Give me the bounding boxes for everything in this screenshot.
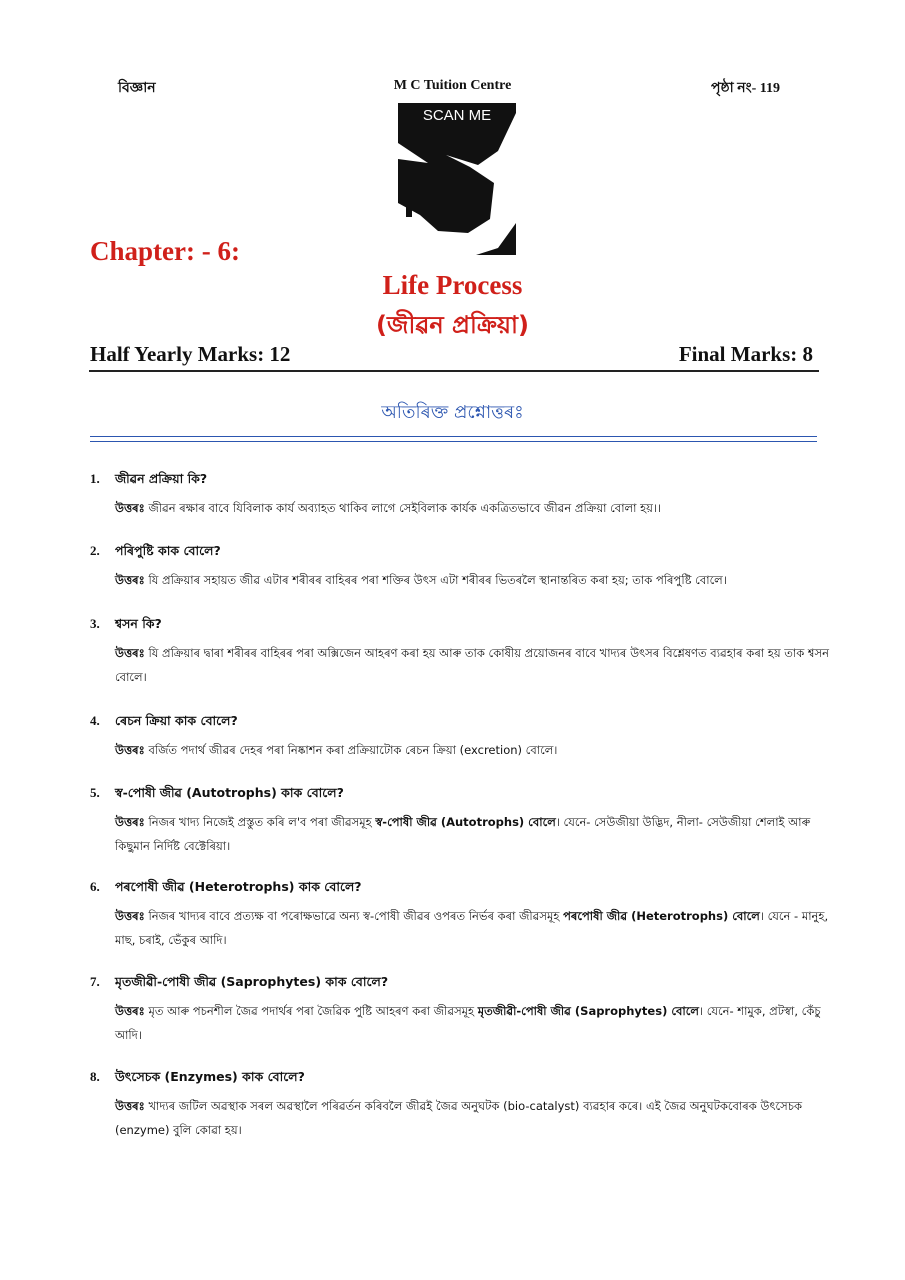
question (90, 784, 830, 802)
qa-item-2 (90, 542, 830, 592)
question-number: 5. (90, 785, 100, 800)
answer-text: নিজৰ খাদ্য নিজেই প্ৰস্তুত কৰি ল'ব পৰা জীৱসমূহ (148, 815, 372, 829)
answer (115, 999, 830, 1047)
question-text: মৃতজীৱী-পোষী জীৱ (Saprophytes) কাক বোলে? (115, 974, 389, 989)
answer-text: খাদ্যৰ জটিল অৱস্থাক সৰল অৱস্থালৈ পৰিৱৰ্তন কৰিবলৈ জীৱই জৈৱ অনুঘটক (bio-catalyst) ব্যৱহাৰ কৰে। এই জৈৱ অনুঘটকবোৰক উৎসেচক (enzyme) বুলি কোৱা হয়। (115, 1099, 803, 1137)
answer-prefix: উত্তৰঃ (115, 815, 145, 829)
question (90, 973, 830, 991)
qa-item-4 (90, 712, 830, 762)
question (90, 878, 830, 896)
answer (115, 810, 830, 858)
half-yearly-marks: Half Yearly Marks: 12 (90, 342, 291, 366)
question (90, 1068, 830, 1086)
qa-item-8 (90, 1068, 830, 1142)
answer-prefix: উত্তৰঃ (115, 573, 145, 587)
qa-item-6 (90, 878, 830, 952)
answer-prefix: উত্তৰঃ (115, 646, 145, 660)
answer (115, 738, 830, 762)
question (90, 542, 830, 560)
question-number: 7. (90, 974, 100, 989)
answer-text: বৰ্জিত পদাৰ্থ জীৱৰ দেহৰ পৰা নিষ্কাশন কৰা প্ৰক্ৰিয়াটোক ৰেচন ক্ৰিয়া (excretion) বোলে। (148, 743, 558, 757)
answer (115, 568, 830, 592)
subject-label: বিজ্ঞান (118, 81, 156, 96)
answer-text: যি প্ৰক্ৰিয়াৰ সহায়ত জীৱ এটাৰ শৰীৰৰ বাহিৰৰ পৰা শক্তিৰ উৎস এটা শৰীৰৰ ভিতৰলৈ স্থানান্তৰিত কৰা হয়; তাক পৰিপুষ্টি বোলে। (148, 573, 727, 587)
qa-item-3 (90, 615, 830, 689)
question-text: স্ব-পোষী জীৱ (Autotrophs) কাক বোলে? (115, 785, 344, 800)
page-number: পৃষ্ঠা নং- 119 (711, 81, 780, 96)
answer-prefix: উত্তৰঃ (115, 1004, 145, 1018)
question-number: 2. (90, 543, 100, 558)
question-number: 8. (90, 1069, 100, 1084)
qr-code-image[interactable] (398, 103, 516, 255)
centre-name: M C Tuition Centre (393, 78, 512, 93)
answer-text: জীৱন ৰক্ষাৰ বাবে যিবিলাক কাৰ্য অব্যাহত থাকিব লাগে সেইবিলাক কাৰ্যক একত্ৰিতভাবে জীৱন প্ৰক্ৰিয়া বোলা হয়।। (148, 501, 662, 515)
chapter-number: Chapter: - 6: (90, 236, 240, 266)
qr-graphic (398, 103, 516, 255)
answer-prefix: উত্তৰঃ (115, 501, 145, 515)
question (90, 712, 830, 730)
scan-me-label: SCAN ME (422, 107, 492, 124)
divider (89, 370, 819, 372)
question-number: 3. (90, 616, 100, 631)
answer-bold-term: স্ব-পোষী জীৱ (Autotrophs) বোলে (375, 815, 556, 829)
answer (115, 1094, 830, 1142)
section-title: অতিৰিক্ত প্ৰশ্নোত্তৰঃ (381, 402, 524, 423)
final-marks: Final Marks: 8 (678, 342, 813, 366)
answer-text: নিজৰ খাদ্যৰ বাবে প্ৰত্যক্ষ বা পৰোক্ষভাৱে অন্য স্ব-পোষী জীৱৰ ওপৰত নিৰ্ভৰ কৰা জীৱসমূহ (148, 909, 560, 923)
answer-text-end: । যেনে- শামুক, প্ৰটস্বা, কেঁচু আদি। (115, 1004, 821, 1042)
question-text: উৎসেচক (Enzymes) কাক বোলে? (115, 1069, 305, 1084)
answer-text: মৃত আৰু পচনশীল জৈৱ পদাৰ্থৰ পৰা জৈৱিক পুষ্টি আহৰণ কৰা জীৱসমূহ (148, 1004, 475, 1018)
answer-prefix: উত্তৰঃ (115, 743, 145, 757)
answer-text-end: । যেনে - মানুহ, মাছ, চৰাই, ভেঁকুৰ আদি। (115, 909, 829, 947)
answer-bold-term: মৃতজীৱী-পোষী জীৱ (Saprophytes) বোলে (477, 1004, 699, 1018)
question-text: ৰেচন ক্ৰিয়া কাক বোলে? (115, 713, 238, 728)
question-number: 6. (90, 879, 100, 894)
question-number: 4. (90, 713, 100, 728)
answer-prefix: উত্তৰঃ (115, 1099, 145, 1113)
answer-text: যি প্ৰক্ৰিয়াৰ দ্বাৰা শৰীৰৰ বাহিৰৰ পৰা অক্সিজেন আহৰণ কৰা হয় আৰু তাক কোষীয় প্ৰয়োজনৰ বাবে খাদ্যৰ উৎসৰ বিশ্লেষণত ব্যৱহাৰ কৰা হয় তাক শ্বসন বোলে। (115, 646, 829, 684)
answer-bold-term: পৰপোষী জীৱ (Heterotrophs) বোলে (563, 909, 760, 923)
answer (115, 641, 830, 689)
question-text: শ্বসন কি? (115, 616, 162, 631)
qa-item-5 (90, 784, 830, 858)
answer-text-end: । যেনে- সেউজীয়া উদ্ভিদ, নীলা- সেউজীয়া শেলাই আৰু কিছুমান নিৰ্দিষ্ট বেক্টেৰিয়া। (115, 815, 811, 853)
qa-item-7 (90, 973, 830, 1047)
question-number: 1. (90, 471, 100, 486)
double-rule-top (90, 436, 817, 437)
question-text: পৰিপুষ্টি কাক বোলে? (115, 543, 221, 558)
double-rule-bottom (90, 441, 817, 442)
question (90, 470, 830, 488)
answer (115, 904, 830, 952)
question (90, 615, 830, 633)
question-text: পৰপোষী জীৱ (Heterotrophs) কাক বোলে? (115, 879, 362, 894)
chapter-title-assamese: (জীৱন প্ৰক্ৰিয়া) (376, 311, 529, 339)
answer-prefix: উত্তৰঃ (115, 909, 145, 923)
chapter-title-english: Life Process (382, 270, 523, 300)
answer (115, 496, 830, 520)
question-text: জীৱন প্ৰক্ৰিয়া কি? (115, 471, 208, 486)
qa-item-1 (90, 470, 830, 520)
